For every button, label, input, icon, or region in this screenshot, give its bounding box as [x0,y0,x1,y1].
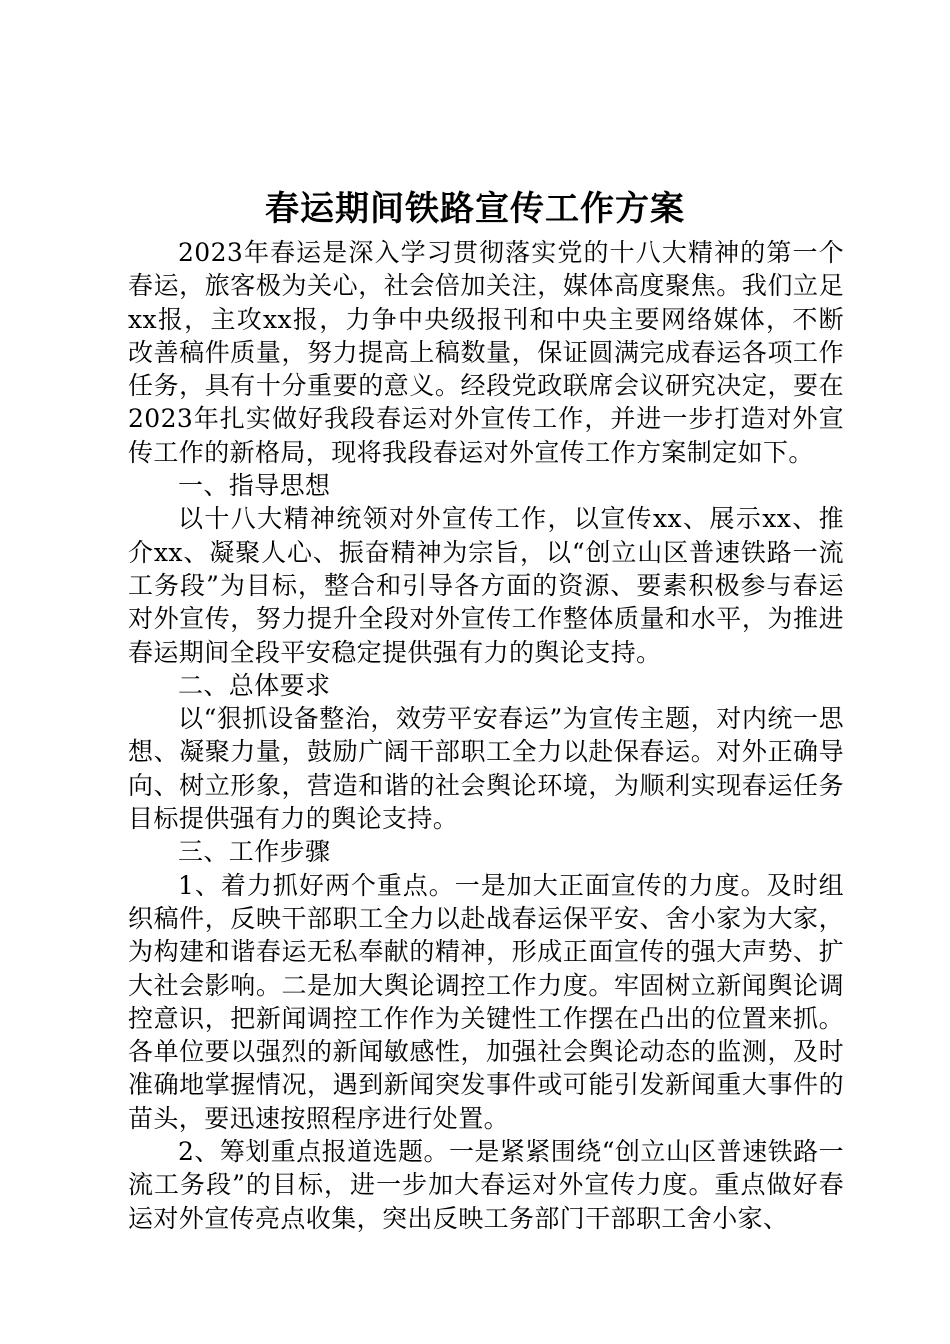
document-body [128,236,844,1235]
paragraph-step-2: 2、筹划重点报道选题。一是紧紧围绕“创立山区普速铁路一流工务段”的目标，进一步加大春运对外宣传力度。重点做好春运对外宣传亮点收集，突出反映工务部门干部职工舍小家、 [128,1137,844,1233]
paragraph-general-requirements: 以“狠抓设备整治，效劳平安春运”为宣传主题，对内统一思想、凝聚力量，鼓励广阔干部职工全力以赴保春运。对外正确导向、树立形象，营造和谐的社会舆论环境，为顺利实现春运任务目标提供强有力的舆论支持。 [128,704,844,834]
paragraph-intro: 2023年春运是深入学习贯彻落实党的十八大精神的第一个春运，旅客极为关心，社会倍加关注，媒体高度聚焦。我们立足xx报，主攻xx报，力争中央级报刊和中央主要网络媒体，不断改善稿件质量，努力提高上稿数量，保证圆满完成春运各项工作任务，具有十分重要的意义。经段党政联席会议研究决定，要在2023年扎实做好我段春运对外宣传工作，并进一步打造对外宣传工作的新格局，现将我段春运对外宣传工作方案制定如下。 [128,238,844,467]
section-heading-general-requirements: 二、总体要求 [178,670,331,700]
document-title: 春运期间铁路宣传工作方案 [265,189,685,229]
paragraph-guiding-thought: 以十八大精神统领对外宣传工作，以宣传xx、展示xx、推介xx、凝聚人心、振奋精神为宗旨，以“创立山区普速铁路一流工务段”为目标，整合和引导各方面的资源、要素积极参与春运对外宣传，努力提升全段对外宣传工作整体质量和水平，为推进春运期间全段平安稳定提供强有力的舆论支持。 [128,504,844,667]
section-heading-work-steps: 三、工作步骤 [178,837,331,867]
paragraph-step-1: 1、着力抓好两个重点。一是加大正面宣传的力度。及时组织稿件，反映干部职工全力以赴战春运保平安、舍小家为大家，为构建和谐春运无私奉献的精神，形成正面宣传的强大声势、扩大社会影响。二是加大舆论调控工作力度。牢固树立新闻舆论调控意识，把新闻调控工作作为关键性工作摆在凸出的位置来抓。各单位要以强烈的新闻敏感性，加强社会舆论动态的监测，及时准确地掌握情况，遇到新闻突发事件或可能引发新闻重大事件的苗头，要迅速按照程序进行处置。 [128,870,844,1133]
section-heading-guiding-thought: 一、指导思想 [178,471,331,501]
